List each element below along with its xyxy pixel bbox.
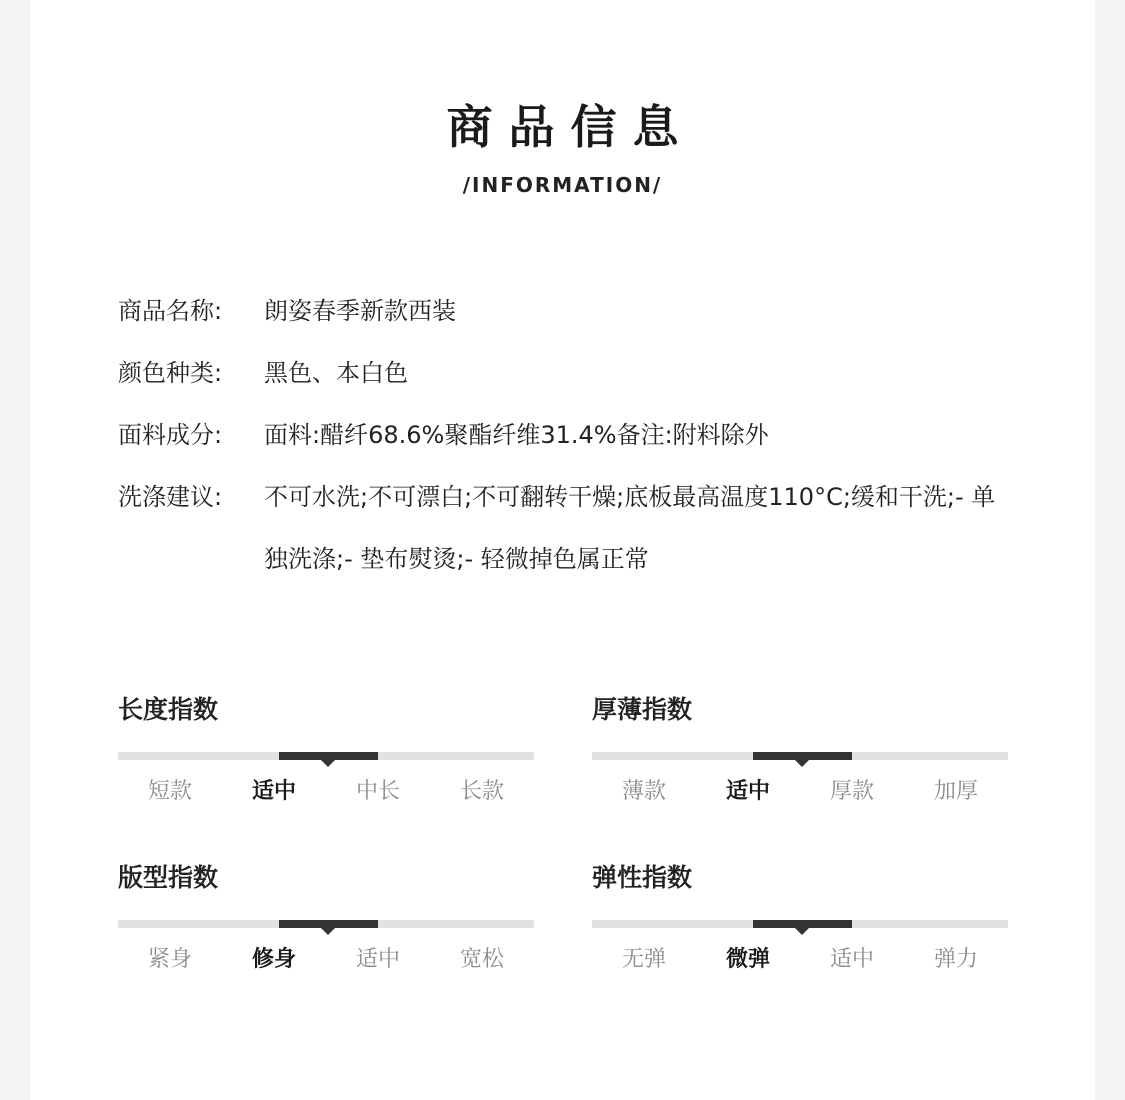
- info-label: 颜色种类:: [118, 359, 223, 387]
- info-row-fabric: [118, 404, 1018, 466]
- index-option: 无弹: [621, 947, 666, 972]
- index-option: 长款: [459, 779, 504, 804]
- index-option: 厚款: [829, 779, 874, 804]
- elasticity-index: [592, 858, 1008, 976]
- index-option: 中长: [355, 779, 400, 804]
- product-info-card: [30, 0, 1095, 1100]
- index-options: [592, 776, 1008, 808]
- index-option: 适中: [355, 947, 400, 972]
- index-options: [592, 944, 1008, 976]
- fit-index: [118, 858, 534, 976]
- index-track: [592, 752, 1008, 760]
- info-label: 洗涤建议:: [118, 483, 223, 511]
- index-title: 厚薄指数: [592, 695, 693, 724]
- index-option: 适中: [725, 779, 770, 804]
- index-track: [118, 920, 534, 928]
- index-option: 修身: [251, 947, 296, 972]
- index-option: 微弹: [725, 947, 770, 972]
- info-value: 朗姿春季新款西装: [264, 297, 456, 325]
- index-option: 适中: [829, 947, 874, 972]
- thickness-index: [592, 690, 1008, 808]
- index-marker: [279, 752, 378, 760]
- index-marker: [279, 920, 378, 928]
- page-title: 商品信息: [446, 100, 695, 154]
- index-option: 加厚: [933, 779, 978, 804]
- index-option: 紧身: [147, 947, 192, 972]
- index-option: 弹力: [933, 947, 978, 972]
- page-subtitle: /INFORMATION/: [462, 173, 663, 197]
- index-marker: [753, 920, 852, 928]
- index-options: [118, 776, 534, 808]
- index-option: 短款: [147, 779, 192, 804]
- index-option: 宽松: [459, 947, 504, 972]
- info-row-name: [118, 280, 1018, 342]
- length-index: [118, 690, 534, 808]
- index-track: [118, 752, 534, 760]
- index-track: [592, 920, 1008, 928]
- info-label: 面料成分:: [118, 421, 223, 449]
- section-header: [30, 95, 1095, 197]
- index-title: 弹性指数: [592, 863, 693, 892]
- info-value: 面料:醋纤68.6%聚酯纤维31.4%备注:附料除外: [264, 421, 769, 449]
- info-label: 商品名称:: [118, 297, 223, 325]
- index-title: 长度指数: [118, 695, 219, 724]
- index-title: 版型指数: [118, 863, 219, 892]
- index-option: 薄款: [621, 779, 666, 804]
- info-value: 黑色、本白色: [264, 359, 408, 387]
- info-row-care: [118, 466, 1018, 590]
- info-value: 不可水洗;不可漂白;不可翻转干燥;底板最高温度110°C;缓和干洗;- 单独洗涤;- 垫布熨烫;- 轻微掉色属正常: [264, 483, 996, 573]
- product-info-list: [118, 280, 1018, 590]
- index-option: 适中: [251, 779, 296, 804]
- info-row-color: [118, 342, 1018, 404]
- index-options: [118, 944, 534, 976]
- index-marker: [753, 752, 852, 760]
